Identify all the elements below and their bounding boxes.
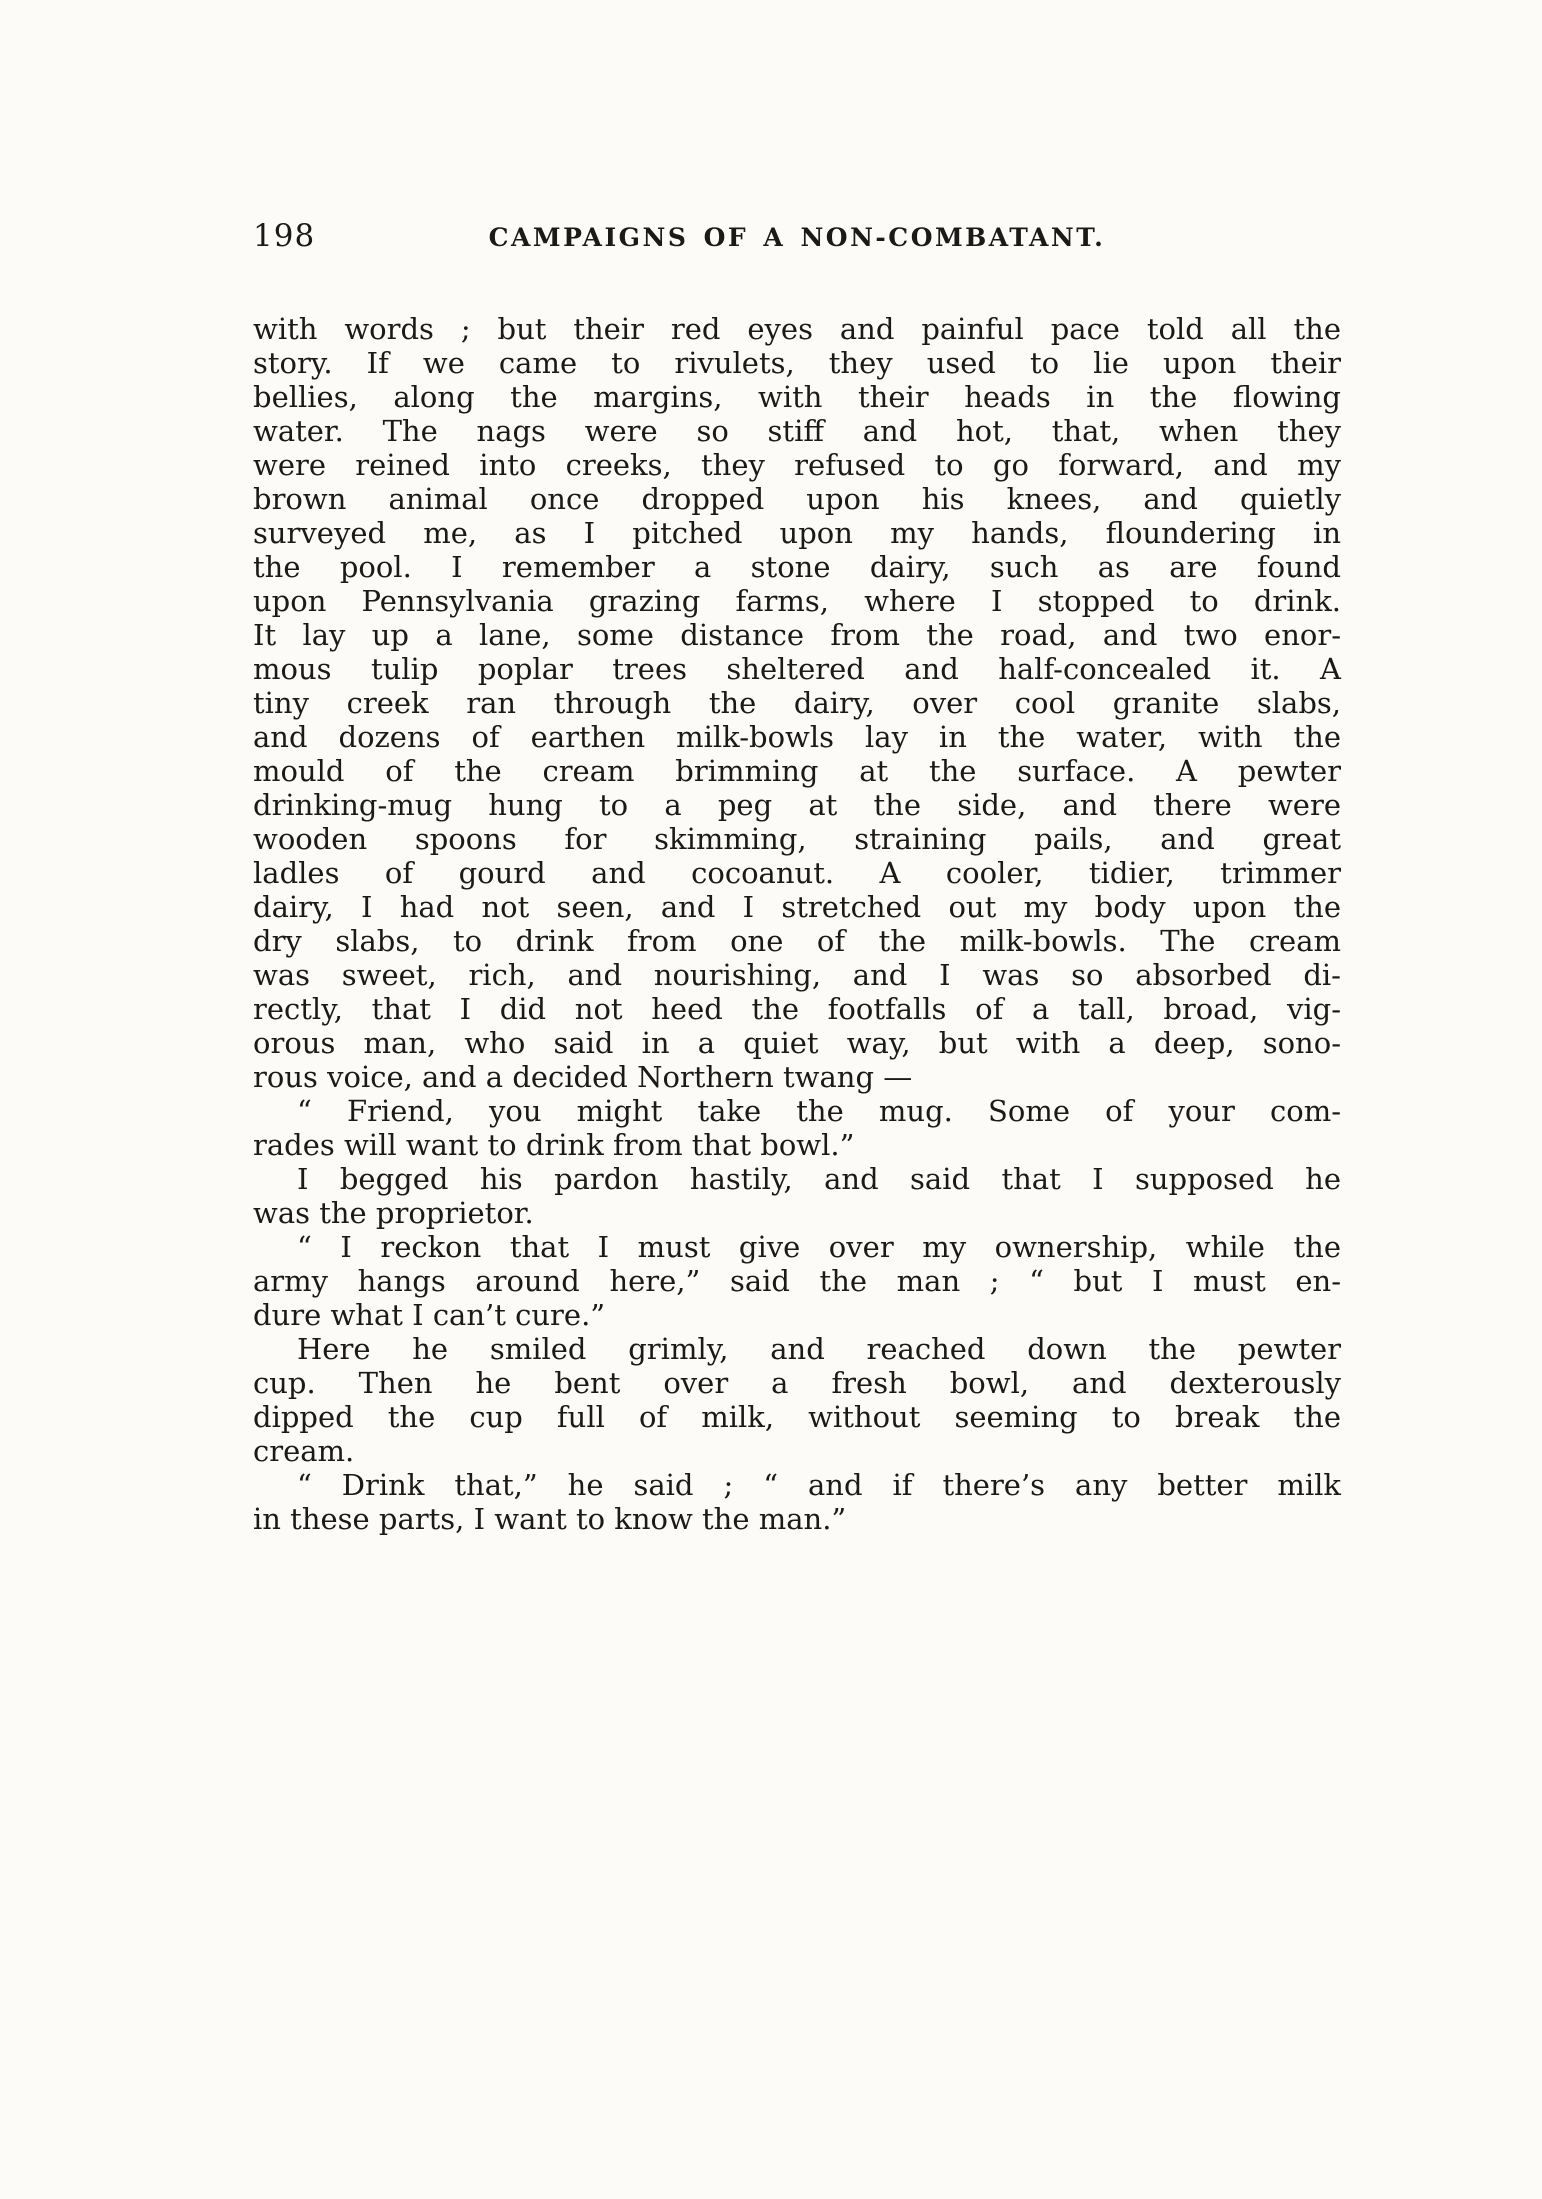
text-line: surveyed me, as I pitched upon my hands, floundering in (253, 516, 1341, 550)
text-line: dipped the cup full of milk, without seeming to break the (253, 1400, 1341, 1434)
text-line: drinking-mug hung to a peg at the side, and there were (253, 788, 1341, 822)
text-line: was sweet, rich, and nourishing, and I was so absorbed di- (253, 958, 1341, 992)
text-line: rectly, that I did not heed the footfalls of a tall, broad, vig- (253, 992, 1341, 1026)
text-line: water. The nags were so stiff and hot, that, when they (253, 414, 1341, 448)
running-title: CAMPAIGNS OF A NON-COMBATANT. (488, 223, 1106, 252)
text-line: army hangs around here,” said the man ; “ but I must en- (253, 1264, 1341, 1298)
text-line: were reined into creeks, they refused to go forward, and my (253, 448, 1341, 482)
text-line: I begged his pardon hastily, and said that I supposed he (297, 1162, 1341, 1196)
text-line: and dozens of earthen milk-bowls lay in the water, with the (253, 720, 1341, 754)
page-number: 198 (253, 218, 316, 254)
text-line: was the proprietor. (253, 1196, 534, 1230)
text-line: mous tulip poplar trees sheltered and half-concealed it. A (253, 652, 1341, 686)
page-body (253, 312, 1341, 1536)
text-line: wooden spoons for skimming, straining pails, and great (253, 822, 1341, 856)
text-line: cream. (253, 1434, 355, 1468)
paragraph (253, 1332, 1341, 1468)
running-header (253, 218, 1341, 262)
text-line: rous voice, and a decided Northern twang — (253, 1060, 913, 1094)
text-line: “ Friend, you might take the mug. Some of your com- (297, 1094, 1341, 1128)
text-line: cup. Then he bent over a fresh bowl, and dexterously (253, 1366, 1341, 1400)
text-line: It lay up a lane, some distance from the road, and two enor- (253, 618, 1341, 652)
text-line: the pool. I remember a stone dairy, such as are found (253, 550, 1341, 584)
text-line: upon Pennsylvania grazing farms, where I stopped to drink. (253, 584, 1341, 618)
text-line: dure what I can’t cure.” (253, 1298, 606, 1332)
text-line: orous man, who said in a quiet way, but with a deep, sono- (253, 1026, 1341, 1060)
text-line: dairy, I had not seen, and I stretched out my body upon the (253, 890, 1341, 924)
text-block (253, 218, 1341, 1536)
text-line: brown animal once dropped upon his knees, and quietly (253, 482, 1341, 516)
text-line: ladles of gourd and cocoanut. A cooler, tidier, trimmer (253, 856, 1341, 890)
text-line: rades will want to drink from that bowl.” (253, 1128, 855, 1162)
text-line: dry slabs, to drink from one of the milk-bowls. The cream (253, 924, 1341, 958)
text-line: bellies, along the margins, with their heads in the flowing (253, 380, 1341, 414)
text-line: mould of the cream brimming at the surface. A pewter (253, 754, 1341, 788)
text-line: in these parts, I want to know the man.” (253, 1502, 847, 1536)
text-line: Here he smiled grimly, and reached down the pewter (297, 1332, 1341, 1366)
paragraph (253, 1162, 1341, 1230)
paragraph (253, 1094, 1341, 1162)
text-line: “ I reckon that I must give over my ownership, while the (297, 1230, 1341, 1264)
text-line: tiny creek ran through the dairy, over cool granite slabs, (253, 686, 1341, 720)
text-line: “ Drink that,” he said ; “ and if there’s any better milk (297, 1468, 1341, 1502)
text-line: with words ; but their red eyes and painful pace told all the (253, 312, 1341, 346)
paragraph (253, 1230, 1341, 1332)
paragraph (253, 1468, 1341, 1536)
text-line: story. If we came to rivulets, they used to lie upon their (253, 346, 1341, 380)
paragraph (253, 312, 1341, 1094)
